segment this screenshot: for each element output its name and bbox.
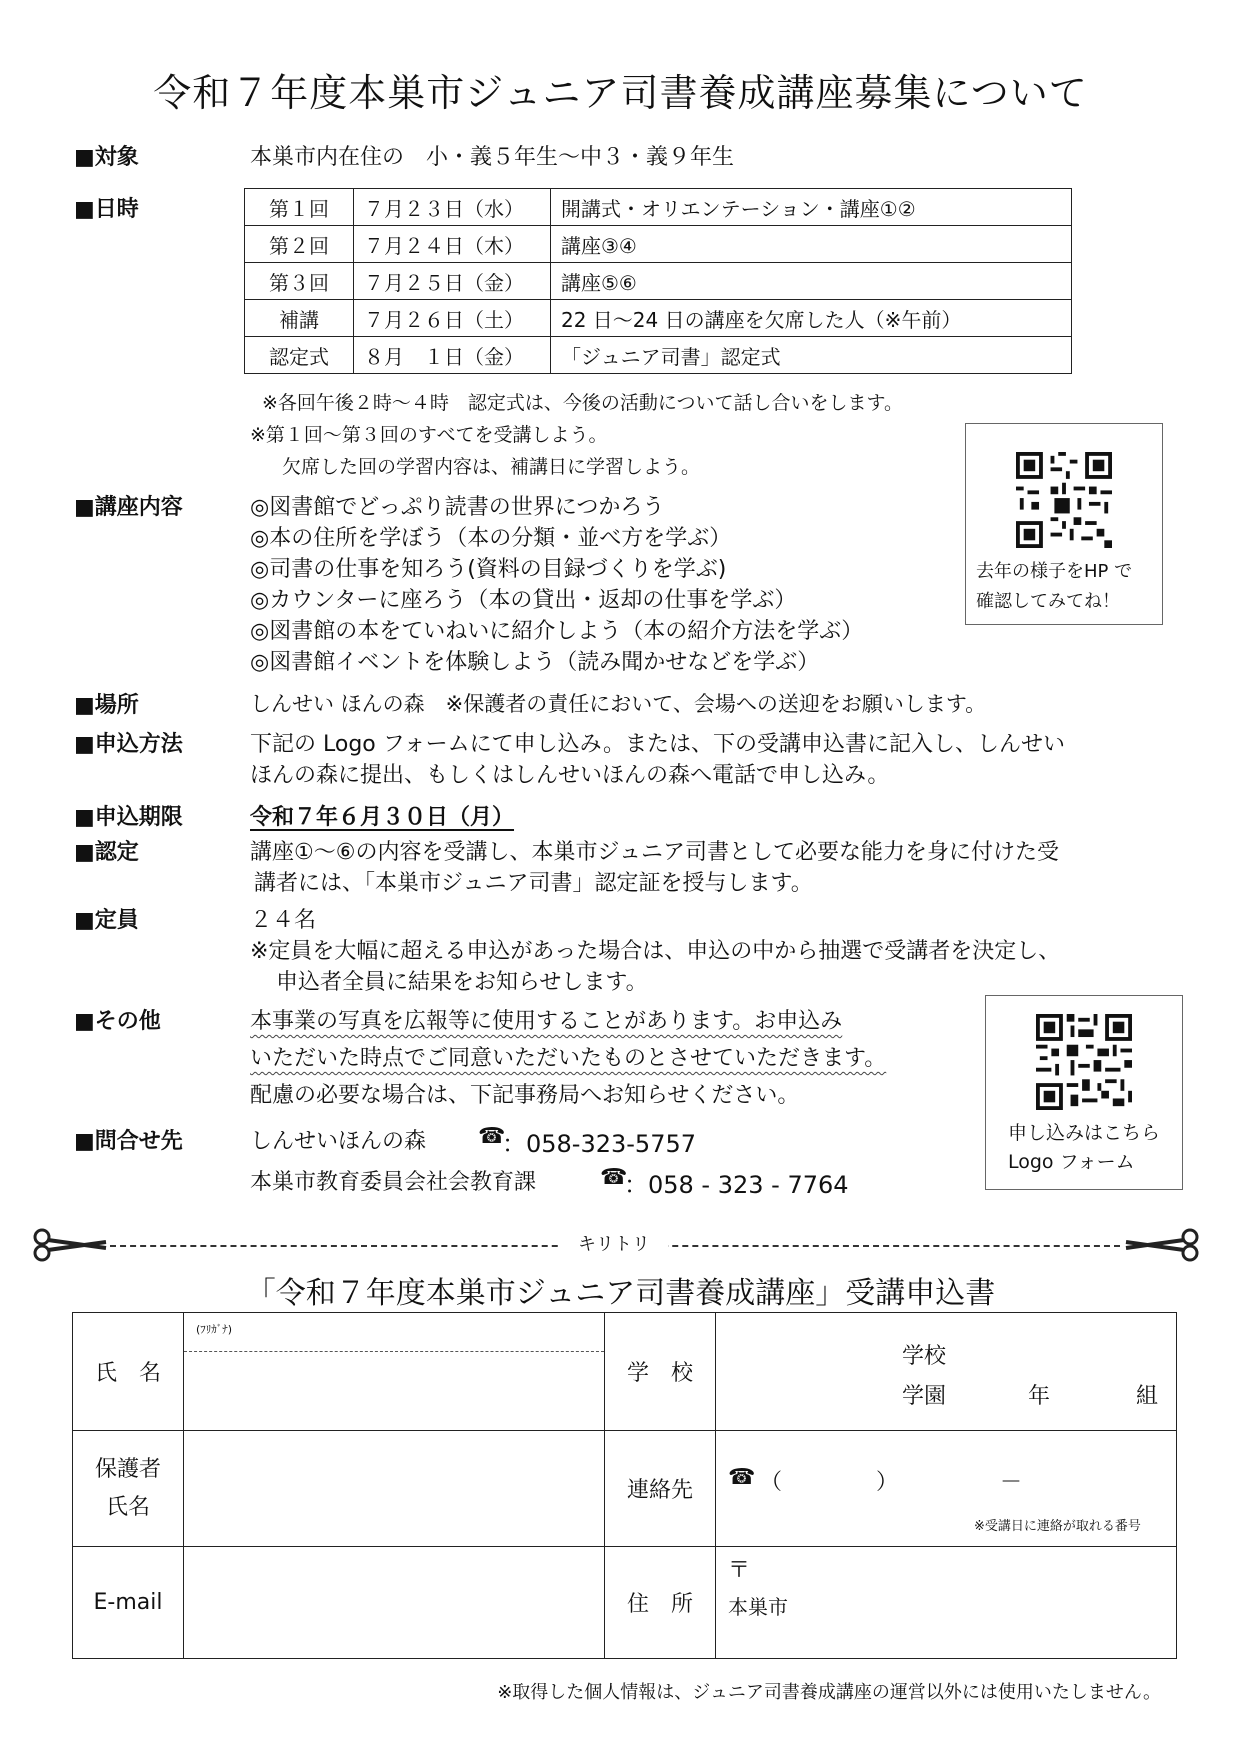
qr-hp-caption: 去年の様子をHP で bbox=[976, 561, 1133, 582]
qr-form-caption: 申し込みはこちら bbox=[1008, 1122, 1161, 1144]
deadline-date: 令和７年６月３０日（月） bbox=[250, 805, 515, 830]
school-suffix: 学園 bbox=[902, 1384, 947, 1409]
tel-dash: － bbox=[1000, 1470, 1023, 1495]
date-cell: ７月２６日（土） bbox=[354, 300, 551, 337]
schedule-row bbox=[245, 189, 1072, 226]
phone-icon: ☎ bbox=[478, 1124, 506, 1149]
furigana-label: (ﾌﾘｶﾞﾅ) bbox=[184, 1313, 604, 1352]
name-field[interactable] bbox=[184, 1313, 605, 1431]
cut-label: キリトリ bbox=[560, 1230, 668, 1256]
session-cell: 第１回 bbox=[245, 189, 354, 226]
capacity-number: ２４名 bbox=[250, 908, 317, 933]
other-text: いただいた時点でご同意いただいたものとさせていただきます。 bbox=[250, 1046, 887, 1071]
apply-text: ほんの森に提出、もしくはしんせいほんの森へ電話で申し込み。 bbox=[250, 763, 890, 788]
contents-item: ◎図書館でどっぷり読書の世界につかろう bbox=[250, 495, 665, 520]
contact-tel: ：058 - 323 - 7764 bbox=[624, 1171, 849, 1199]
contents-item: ◎司書の仕事を知ろう(資料の目録づくりを学ぶ) bbox=[250, 557, 727, 582]
cert-text: 講者には、「本巣市ジュニア司書」認定証を授与します。 bbox=[254, 871, 813, 896]
school-suffix: 学校 bbox=[902, 1344, 947, 1369]
session-cell: 第３回 bbox=[245, 263, 354, 300]
schedule-row bbox=[245, 226, 1072, 263]
date-cell: ８月 １日（金） bbox=[354, 337, 551, 374]
target-text: 本巣市内在住の 小・義５年生～中３・義９年生 bbox=[250, 145, 735, 170]
privacy-note: ※取得した個人情報は、ジュニア司書養成講座の運営以外には使用いたしません。 bbox=[497, 1682, 1161, 1703]
address-label: 住 所 bbox=[605, 1547, 716, 1659]
class-label: 組 bbox=[1136, 1384, 1159, 1409]
scissors-icon bbox=[30, 1228, 110, 1262]
contact-tel: ：058-323-5757 bbox=[502, 1130, 697, 1158]
guardian-label bbox=[73, 1431, 184, 1547]
application-form bbox=[72, 1312, 1177, 1659]
qr-form-box bbox=[985, 995, 1183, 1190]
guardian-label-line: 氏名 bbox=[105, 1494, 150, 1520]
apply-text: 下記の Logo フォームにて申し込み。または、下の受講申込書に記入し、しんせい bbox=[250, 732, 1065, 757]
guardian-name-field[interactable] bbox=[184, 1431, 605, 1547]
place-label: ■場所 bbox=[74, 693, 139, 718]
qr-hp-box bbox=[965, 423, 1163, 625]
cert-label: ■認定 bbox=[74, 840, 139, 865]
cert-text: 講座①～⑥の内容を受講し、本巣市ジュニア司書として必要な能力を身に付けた受 bbox=[250, 840, 1060, 865]
guardian-label-line: 保護者 bbox=[94, 1456, 161, 1482]
date-cell: ７月２５日（金） bbox=[354, 263, 551, 300]
other-text: 本事業の写真を広報等に使用することがあります。お申込み bbox=[250, 1009, 843, 1034]
session-cell: 認定式 bbox=[245, 337, 354, 374]
grade-label: 年 bbox=[1028, 1384, 1051, 1409]
capacity-note: ※定員を大幅に超える申込があった場合は、申込の中から抽選で受講者を決定し、 bbox=[250, 939, 1061, 964]
content-cell: 開講式・オリエンテーション・講座①② bbox=[551, 189, 1072, 226]
capacity-label: ■定員 bbox=[74, 908, 139, 933]
content-cell: 22 日～24 日の講座を欠席した人（※午前） bbox=[551, 300, 1072, 337]
phone-icon: ☎ bbox=[728, 1465, 756, 1490]
scissors-icon bbox=[1122, 1228, 1202, 1262]
session-cell: 補講 bbox=[245, 300, 354, 337]
contact-name: しんせいほんの森 bbox=[250, 1129, 427, 1154]
schedule-note-absent: 欠席した回の学習内容は、補講日に学習しよう。 bbox=[282, 456, 701, 478]
address-field[interactable] bbox=[716, 1547, 1177, 1659]
qr-code-icon[interactable] bbox=[1016, 452, 1112, 548]
school-field[interactable] bbox=[716, 1313, 1177, 1431]
email-label: E-mail bbox=[73, 1547, 184, 1659]
form-title: 「令和７年度本巣市ジュニア司書養成講座」受講申込書 bbox=[245, 1276, 996, 1311]
name-label: 氏 名 bbox=[73, 1313, 184, 1431]
schedule-row bbox=[245, 263, 1072, 300]
qr-code-icon[interactable] bbox=[1036, 1014, 1132, 1110]
other-label: ■その他 bbox=[74, 1009, 161, 1034]
qr-form-caption: Logo フォーム bbox=[1008, 1151, 1135, 1173]
schedule-table bbox=[244, 188, 1072, 374]
qr-hp-caption: 確認してみてね！ bbox=[976, 591, 1120, 612]
contents-item: ◎本の住所を学ぼう（本の分類・並べ方を学ぶ） bbox=[250, 526, 732, 551]
schedule-note-time: ※各回午後２時～４時 認定式は、今後の活動について話し合いをします。 bbox=[262, 392, 904, 414]
contact-label: ■問合せ先 bbox=[74, 1129, 183, 1154]
postal-mark: 〒 bbox=[728, 1558, 751, 1583]
target-label: ■対象 bbox=[74, 145, 139, 170]
phone-field[interactable] bbox=[716, 1431, 1177, 1547]
other-text: 配慮の必要な場合は、下記事務局へお知らせください。 bbox=[250, 1083, 800, 1108]
apply-label: ■申込方法 bbox=[74, 732, 183, 757]
tel-open-paren: （ bbox=[760, 1470, 783, 1495]
content-cell: 「ジュニア司書」認定式 bbox=[551, 337, 1072, 374]
tel-note: ※受講日に連絡が取れる番号 bbox=[974, 1519, 1141, 1534]
content-cell: 講座③④ bbox=[551, 226, 1072, 263]
content-cell: 講座⑤⑥ bbox=[551, 263, 1072, 300]
schedule-note-attend: ※第１回～第３回のすべてを受講しよう。 bbox=[250, 424, 608, 446]
contents-item: ◎カウンターに座ろう（本の貸出・返却の仕事を学ぶ） bbox=[250, 588, 797, 613]
capacity-note: 申込者全員に結果をお知らせします。 bbox=[276, 970, 648, 995]
phone-icon: ☎ bbox=[600, 1165, 628, 1190]
tel-close-paren: ） bbox=[876, 1470, 899, 1495]
page-title: 令和７年度本巣市ジュニア司書養成講座募集について bbox=[153, 71, 1088, 115]
contents-item: ◎図書館イベントを体験しよう（読み聞かせなどを学ぶ） bbox=[250, 650, 820, 675]
deadline-label: ■申込期限 bbox=[74, 805, 183, 830]
schedule-row bbox=[245, 300, 1072, 337]
session-cell: 第２回 bbox=[245, 226, 354, 263]
contact-name: 本巣市教育委員会社会教育課 bbox=[250, 1170, 537, 1195]
email-field[interactable] bbox=[184, 1547, 605, 1659]
place-text: しんせい ほんの森 ※保護者の責任において、会場への送迎をお願いします。 bbox=[250, 692, 987, 716]
address-city: 本巣市 bbox=[728, 1595, 788, 1619]
contact-label-cell: 連絡先 bbox=[605, 1431, 716, 1547]
schedule-label: ■日時 bbox=[74, 197, 139, 222]
date-cell: ７月２３日（水） bbox=[354, 189, 551, 226]
schedule-row bbox=[245, 337, 1072, 374]
school-label: 学 校 bbox=[605, 1313, 716, 1431]
contents-label: ■講座内容 bbox=[74, 495, 183, 520]
contents-item: ◎図書館の本をていねいに紹介しよう（本の紹介方法を学ぶ） bbox=[250, 619, 864, 644]
date-cell: ７月２４日（木） bbox=[354, 226, 551, 263]
